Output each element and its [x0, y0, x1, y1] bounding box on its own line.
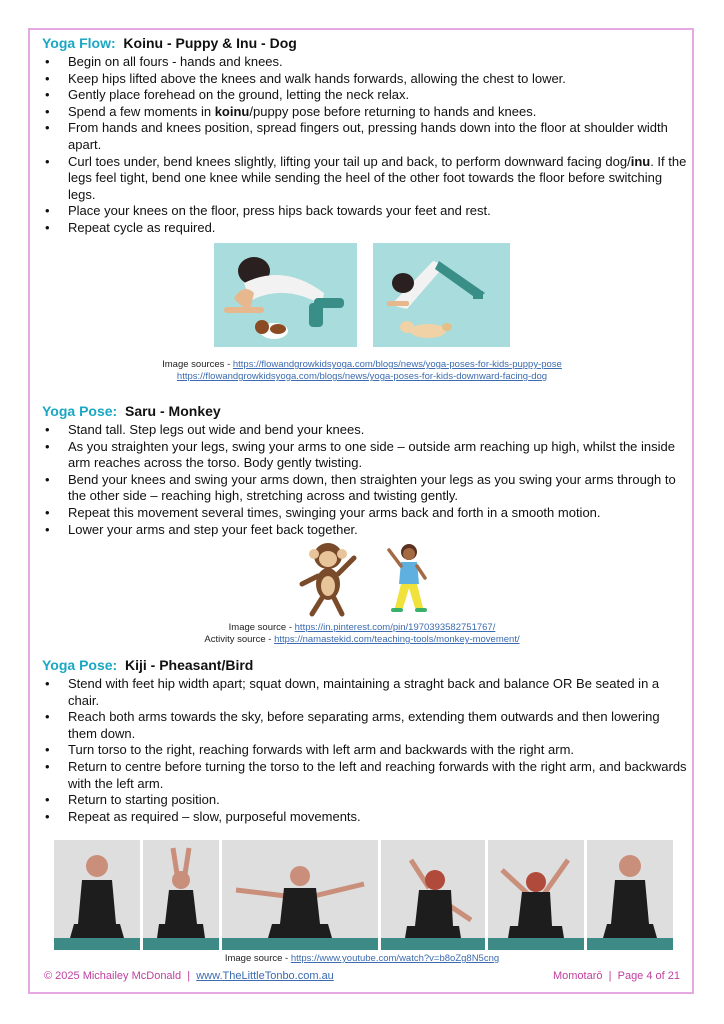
image-sources-monkey — [0, 622, 724, 646]
monkey-illustration — [298, 540, 364, 618]
list-item: • Gently place forehead on the ground, letting the neck relax. — [42, 87, 688, 104]
list-item: • Return to centre before turning the torso to the left and reaching forwards with the right arm, and backwards with the left arm. — [42, 759, 688, 792]
child-monkey-pose-illustration — [385, 542, 435, 618]
section-saru — [42, 403, 688, 538]
list-item: • Repeat this movement several times, swinging your arms back and forth in a smooth motion. — [42, 505, 688, 522]
list-item: • As you straighten your legs, swing your arms to one side – outside arm reaching up high, whilst the inside arm reaches across the torso. Body gently twisting. — [42, 439, 688, 472]
source-link[interactable]: https://namastekid.com/teaching-tools/monkey-movement/ — [274, 634, 520, 645]
downward-dog-illustration — [373, 243, 510, 347]
source-prefix: Activity source - — [204, 634, 275, 645]
heading-kicker: Yoga Flow: — [42, 35, 116, 51]
list-item: • Place your knees on the floor, press hips back towards your feet and rest. — [42, 203, 688, 220]
section-heading — [42, 657, 688, 674]
footer-right — [553, 970, 680, 982]
kiji-photo-2 — [143, 840, 219, 950]
source-prefix: Image sources - — [162, 359, 233, 370]
kiji-photo-1 — [54, 840, 140, 950]
list-item: • Repeat cycle as required. — [42, 220, 688, 237]
list-item: • Curl toes under, bend knees slightly, lifting your tail up and back, to perform downward facing dog/inu. If the legs feel tight, bend one knee while sending the heel of the other foot towards the floor before switching legs. — [42, 154, 688, 204]
source-link[interactable]: https://flowandgrowkidsyoga.com/blogs/news/yoga-poses-for-kids-downward-facing-dog — [176, 371, 548, 382]
list-item: • Stend with feet hip width apart; squat down, maintaining a straght back and balance OR Be seated in a chair. — [42, 676, 688, 709]
instruction-list — [42, 422, 688, 538]
source-link[interactable]: https://flowandgrowkidsyoga.com/blogs/news/yoga-poses-for-kids-puppy-pose — [232, 359, 562, 370]
list-item: • Begin on all fours - hands and knees. — [42, 54, 688, 71]
instruction-list — [42, 676, 688, 825]
kiji-photo-4 — [381, 840, 485, 950]
section-heading — [42, 403, 688, 420]
list-item: • Return to starting position. — [42, 792, 688, 809]
image-sources-puppy — [0, 359, 724, 383]
page-number: Page 4 of 21 — [617, 970, 680, 982]
document-title: Momotarō — [552, 970, 603, 982]
puppy-pose-illustration — [214, 243, 357, 347]
footer-left — [44, 970, 334, 982]
list-item: • Stand tall. Step legs out wide and bend your knees. — [42, 422, 688, 439]
image-source-kiji — [0, 953, 724, 965]
kiji-photo-6 — [587, 840, 673, 950]
list-item: • From hands and knees position, spread fingers out, pressing hands down into the floor at shoulder width apart. — [42, 120, 688, 153]
copyright-text: © 2025 Michailey McDonald — [44, 970, 182, 982]
list-item: • Bend your knees and swing your arms down, then straighten your legs as you swing your arms through to the other side – reaching high, stretching across and twisting gently. — [42, 472, 688, 505]
list-item: • Repeat as required – slow, purposeful movements. — [42, 809, 688, 826]
list-item: • Turn torso to the right, reaching forwards with left arm and backwards with the right arm. — [42, 742, 688, 759]
section-koinu — [42, 35, 688, 237]
section-heading — [42, 35, 688, 52]
footer-separator: | — [187, 970, 191, 982]
list-item: • Lower your arms and step your feet back together. — [42, 522, 688, 539]
section-kiji — [42, 657, 688, 825]
heading-kicker: Yoga Pose: — [42, 657, 118, 673]
instruction-list — [42, 54, 688, 237]
heading-kicker: Yoga Pose: — [42, 403, 118, 419]
source-link[interactable]: https://www.youtube.com/watch?v=b8oZg8N5cng — [290, 953, 500, 964]
list-item: • Spend a few moments in koinu/puppy pose before returning to hands and knees. — [42, 104, 688, 121]
source-link[interactable]: https://in.pinterest.com/pin/1970393582751767/ — [294, 622, 496, 633]
footer-separator: | — [608, 970, 612, 982]
source-prefix: Image source - — [228, 622, 295, 633]
kiji-photo-5 — [488, 840, 584, 950]
heading-title: Koinu - Puppy & Inu - Dog — [123, 35, 297, 51]
source-prefix: Image source - — [224, 953, 291, 964]
list-item: • Reach both arms towards the sky, before separating arms, extending them outwards and then lowering them down. — [42, 709, 688, 742]
heading-title: Saru - Monkey — [124, 403, 221, 419]
heading-title: Kiji - Pheasant/Bird — [124, 657, 254, 673]
list-item: • Keep hips lifted above the knees and walk hands forwards, allowing the chest to lower. — [42, 71, 688, 88]
kiji-photo-3 — [222, 840, 378, 950]
website-link[interactable]: www.TheLittleTonbo.com.au — [196, 970, 334, 982]
